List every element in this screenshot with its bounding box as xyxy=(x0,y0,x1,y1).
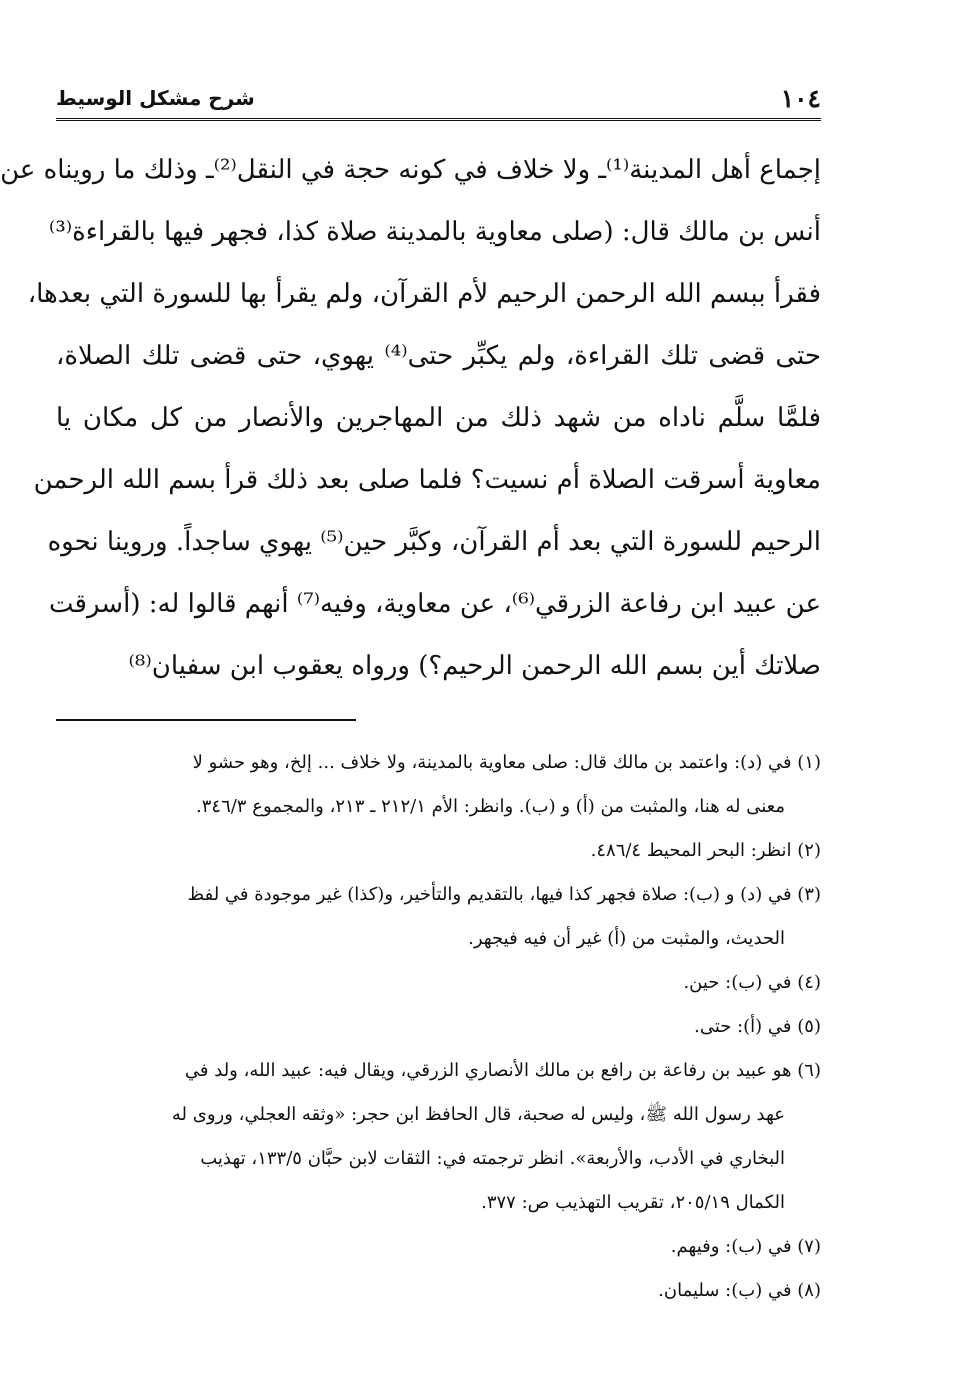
footnote-divider xyxy=(56,719,356,721)
text-line: عن عبيد ابن رفاعة الزرقي⁽⁶⁾، عن معاوية، وفيه⁽⁷⁾ أنهم قالوا له: (أسرقت xyxy=(49,589,821,619)
text-line: معاوية أسرقت الصلاة أم نسيت؟ فلما صلى بعد ذلك قرأ بسم الله الرحمن xyxy=(33,465,821,495)
text-line: الرحيم للسورة التي بعد أم القرآن، وكبَّر حين⁽⁵⁾ يهوي ساجداً. وروينا نحوه xyxy=(47,527,821,557)
page-header xyxy=(56,80,821,121)
text-line: فلمَّا سلَّم ناداه من شهد ذلك من المهاجرين والأنصار من كل مكان يا xyxy=(56,403,821,433)
footnote-1: (١) في (د): واعتمد بن مالك قال: صلى معاوية بالمدينة، ولا خلاف ... إلخ، وهو حشو لا xyxy=(192,752,821,773)
footnote-3-continued: الحديث، والمثبت من (أ) غير أن فيه فيجهر. xyxy=(468,928,785,949)
footnotes xyxy=(56,741,821,1313)
page-number: ١٠٤ xyxy=(780,84,821,113)
footnote-6-continued: البخاري في الأدب، والأربعة». انظر ترجمته في: الثقات لابن حبَّان ١٣٣/٥، تهذيب xyxy=(200,1148,785,1169)
footnote-6-continued: عهد رسول الله ﷺ، وليس له صحبة، قال الحافظ ابن حجر: «وثقه العجلي، وروى له xyxy=(171,1104,785,1125)
text-line: إجماع أهل المدينة⁽¹⁾ـ ولا خلاف في كونه حجة في النقل⁽²⁾ـ وذلك ما رويناه عن xyxy=(0,155,821,185)
book-page xyxy=(0,80,821,1313)
footnote-7: (٧) في (ب): وفيهم. xyxy=(670,1236,821,1257)
footnote-5: (٥) في (أ): حتى. xyxy=(694,1016,821,1037)
footnote-6: (٦) هو عبيد بن رفاعة بن رافع بن مالك الأنصاري الزرقي، ويقال فيه: عبيد الله، ولد في xyxy=(184,1060,821,1081)
text-line: صلاتك أين بسم الله الرحمن الرحيم؟) ورواه يعقوب ابن سفيان⁽⁸⁾ xyxy=(128,651,821,681)
main-text xyxy=(0,139,821,697)
footnote-2: (٢) انظر: البحر المحيط ٤٨٦/٤. xyxy=(590,840,821,861)
footnote-1-continued: معنى له هنا، والمثبت من (أ) و (ب). وانظر: الأم ٢١٢/١ ـ ٢١٣، والمجموع ٣٤٦/٣. xyxy=(196,796,785,817)
text-line: أنس بن مالك قال: (صلى معاوية بالمدينة صلاة كذا، فجهر فيها بالقراءة⁽³⁾ xyxy=(48,217,821,247)
footnote-6-continued: الكمال ٢٠٥/١٩، تقريب التهذيب ص: ٣٧٧. xyxy=(481,1192,785,1213)
running-title: شرح مشكل الوسيط xyxy=(56,86,255,110)
footnote-8: (٨) في (ب): سليمان. xyxy=(658,1280,821,1301)
footnote-3: (٣) في (د) و (ب): صلاة فجهر كذا فيها، بالتقديم والتأخير، و(كذا) غير موجودة في لفظ xyxy=(187,884,821,905)
text-line: فقرأ ببسم الله الرحمن الرحيم لأم القرآن، ولم يقرأ بها للسورة التي بعدها، xyxy=(27,279,821,309)
footnote-4: (٤) في (ب): حين. xyxy=(683,972,821,993)
text-line: حتى قضى تلك القراءة، ولم يكبِّر حتى⁽⁴⁾ يهوي، حتى قضى تلك الصلاة، xyxy=(56,341,821,371)
